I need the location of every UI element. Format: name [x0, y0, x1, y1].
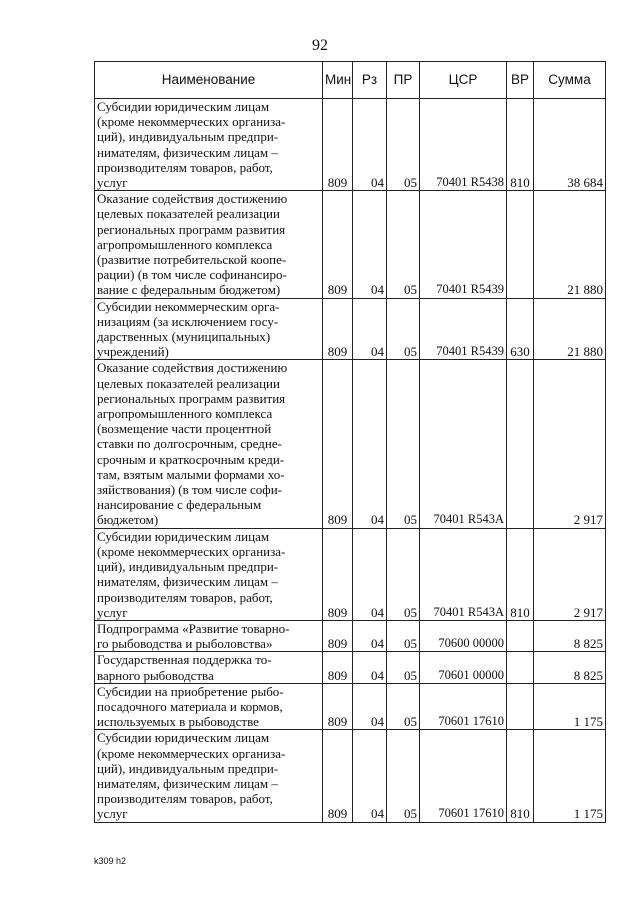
cell-name: Субсидии юридическим лицам (кроме некоммерческих организа- ций), индивидуальным предпри- нимателям, физическим лицам – производителям товаров, работ, услуг	[95, 528, 323, 620]
cell-sum: 38 684	[534, 99, 606, 191]
cell-min: 809	[323, 683, 353, 730]
cell-csr: 70601 17610	[420, 730, 507, 822]
cell-csr: 70401 R5438	[420, 99, 507, 191]
cell-vr	[507, 620, 534, 651]
cell-name: Оказание содействия достижению целевых показателей реализации региональных программ развития агропромышленного комплекса (возмещение части процентной ставки по долгосрочным, средне- срочным и краткосрочным креди- там, взятым малыми формами хо- зяйствования) (в том числе софи- нансирование с федеральным бюджетом)	[95, 360, 323, 528]
budget-table	[94, 61, 606, 823]
cell-name: Субсидии юридическим лицам (кроме некоммерческих организа- ций), индивидуальным предпри- нимателям, физическим лицам – производителям товаров, работ, услуг	[95, 730, 323, 822]
cell-rz: 04	[353, 99, 387, 191]
cell-vr: 810	[507, 528, 534, 620]
cell-rz: 04	[353, 528, 387, 620]
cell-pr: 05	[387, 99, 420, 191]
cell-vr	[507, 683, 534, 730]
cell-rz: 04	[353, 730, 387, 822]
cell-min: 809	[323, 99, 353, 191]
cell-csr: 70401 R543A	[420, 360, 507, 528]
header-vr: ВР	[507, 62, 534, 99]
cell-rz: 04	[353, 298, 387, 360]
cell-name: Оказание содействия достижению целевых показателей реализации региональных программ развития агропромышленного комплекса (развитие потребительской коопе- рации) (в том числе софинансиро- вание с федеральным бюджетом)	[95, 191, 323, 298]
header-csr: ЦСР	[420, 62, 507, 99]
header-sum: Сумма	[534, 62, 606, 99]
header-pr: ПР	[387, 62, 420, 99]
cell-vr	[507, 191, 534, 298]
cell-rz: 04	[353, 191, 387, 298]
cell-pr: 05	[387, 528, 420, 620]
cell-csr: 70401 R5439	[420, 298, 507, 360]
cell-csr: 70401 R5439	[420, 191, 507, 298]
table-row	[95, 99, 606, 191]
table-row	[95, 652, 606, 683]
table-row	[95, 620, 606, 651]
table-row	[95, 683, 606, 730]
header-rz: Рз	[353, 62, 387, 99]
table-header-row	[95, 62, 606, 99]
cell-csr: 70601 17610	[420, 683, 507, 730]
cell-name: Государственная поддержка то- варного рыбоводства	[95, 652, 323, 683]
cell-vr: 630	[507, 298, 534, 360]
cell-min: 809	[323, 528, 353, 620]
cell-name: Субсидии на приобретение рыбо- посадочного материала и кормов, используемых в рыбоводстве	[95, 683, 323, 730]
cell-sum: 21 880	[534, 191, 606, 298]
cell-csr: 70401 R543A	[420, 528, 507, 620]
cell-rz: 04	[353, 360, 387, 528]
table-row	[95, 360, 606, 528]
cell-pr: 05	[387, 360, 420, 528]
cell-pr: 05	[387, 191, 420, 298]
table-row	[95, 191, 606, 298]
cell-pr: 05	[387, 620, 420, 651]
cell-vr	[507, 652, 534, 683]
cell-sum: 8 825	[534, 652, 606, 683]
cell-vr: 810	[507, 99, 534, 191]
cell-name: Подпрограмма «Развитие товарно- го рыбоводства и рыболовства»	[95, 620, 323, 651]
cell-vr	[507, 360, 534, 528]
header-name: Наименование	[95, 62, 323, 99]
cell-sum: 1 175	[534, 730, 606, 822]
header-min: Мин	[323, 62, 353, 99]
cell-min: 809	[323, 191, 353, 298]
cell-sum: 2 917	[534, 528, 606, 620]
cell-min: 809	[323, 620, 353, 651]
table-row	[95, 298, 606, 360]
cell-rz: 04	[353, 652, 387, 683]
table-row	[95, 528, 606, 620]
page-number: 92	[312, 37, 328, 54]
cell-rz: 04	[353, 620, 387, 651]
cell-csr: 70601 00000	[420, 652, 507, 683]
cell-min: 809	[323, 360, 353, 528]
cell-sum: 2 917	[534, 360, 606, 528]
cell-pr: 05	[387, 683, 420, 730]
cell-min: 809	[323, 298, 353, 360]
cell-sum: 8 825	[534, 620, 606, 651]
cell-pr: 05	[387, 652, 420, 683]
footer-code: k309 h2	[94, 856, 127, 866]
cell-sum: 1 175	[534, 683, 606, 730]
cell-name: Субсидии юридическим лицам (кроме некоммерческих организа- ций), индивидуальным предпри- нимателям, физическим лицам – производителям товаров, работ, услуг	[95, 99, 323, 191]
cell-rz: 04	[353, 683, 387, 730]
cell-min: 809	[323, 730, 353, 822]
cell-name: Субсидии некоммерческим орга- низациям (за исключением госу- дарственных (муниципальных) учреждений)	[95, 298, 323, 360]
cell-vr: 810	[507, 730, 534, 822]
table-row	[95, 730, 606, 822]
cell-sum: 21 880	[534, 298, 606, 360]
cell-pr: 05	[387, 730, 420, 822]
cell-csr: 70600 00000	[420, 620, 507, 651]
cell-pr: 05	[387, 298, 420, 360]
cell-min: 809	[323, 652, 353, 683]
